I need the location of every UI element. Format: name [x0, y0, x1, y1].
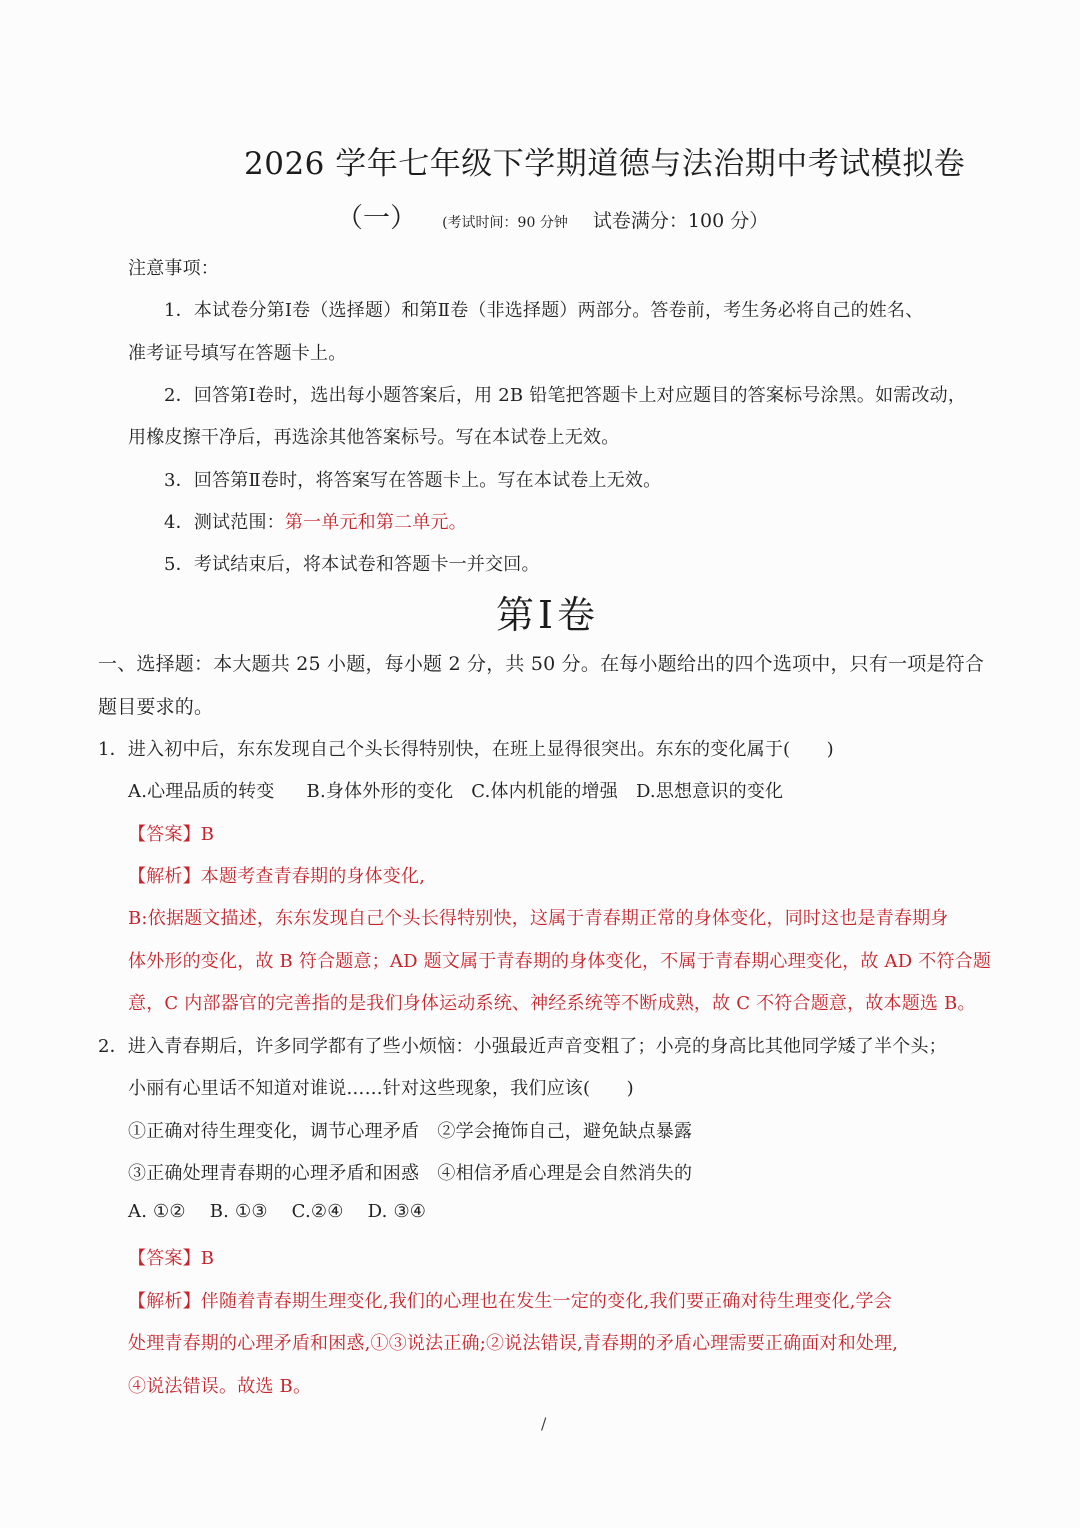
notice-item-5: 5．考试结束后，将本试卷和答题卡一并交回。 [164, 554, 540, 575]
q1-answer: 【答案】B [128, 824, 215, 845]
notice-heading: 注意事项： [128, 258, 219, 279]
paper-number: （一） [336, 203, 417, 234]
q2-option-c: C.②④ [291, 1201, 344, 1222]
notice-item-4 [164, 508, 467, 534]
notice-item-2-cont: 用橡皮擦干净后，再选涂其他答案标号。写在本试卷上无效。 [128, 427, 620, 448]
q2-choices-1: ①正确对待生理变化，调节心理矛盾 ②学会掩饰自己，避免缺点暴露 [128, 1121, 693, 1142]
q1-option-b: B.身体外形的变化 [306, 781, 454, 802]
scope-label: 4．测试范围： [164, 512, 285, 533]
notice-item-2: 2．回答第Ⅰ卷时，选出每小题答案后，用 2B 铅笔把答题卡上对应题目的答案标号涂黑。如需改动， [164, 385, 967, 406]
scope-value: 第一单元和第二单元。 [284, 512, 467, 533]
q1-options [128, 777, 783, 803]
exam-title: 2026 学年七年级下学期道德与法治期中考试模拟卷 [244, 146, 966, 182]
q2-stem-cont: 小丽有心里话不知道对谁说……针对这些现象，我们应该( ) [128, 1078, 634, 1099]
section-heading-cont: 题目要求的。 [98, 696, 214, 718]
q1-analysis-1: B:依据题文描述，东东发现自己个头长得特别快，这属于青春期正常的身体变化，同时这也是青春期身 [128, 908, 949, 929]
q1-option-a: A.心理品质的转变 [128, 781, 275, 802]
q2-choices-2: ③正确处理青春期的心理矛盾和困惑 ④相信矛盾心理是会自然消失的 [128, 1163, 693, 1184]
q2-option-d: D. ③④ [367, 1201, 427, 1222]
q2-analysis-1: 【解析】伴随着青春期生理变化,我们的心理也在发生一定的变化,我们要正确对待生理变化,学会 [128, 1291, 892, 1312]
q1-option-d: D.思想意识的变化 [635, 781, 784, 802]
notice-item-1-cont: 准考证号填写在答题卡上。 [128, 343, 347, 364]
notice-item-1: 1．本试卷分第Ⅰ卷（选择题）和第Ⅱ卷（非选择题）两部分。答卷前，考生务必将自己的姓名、 [164, 300, 924, 321]
q1-stem: 1．进入初中后，东东发现自己个头长得特别快，在班上显得很突出。东东的变化属于( ) [98, 739, 834, 760]
page-footer-mark: / [541, 1414, 547, 1433]
q2-analysis-2: 处理青春期的心理矛盾和困惑,①③说法正确;②说法错误,青春期的矛盾心理需要正确面对和处理, [128, 1333, 899, 1354]
full-score: 试卷满分：100 分） [592, 210, 769, 232]
q2-option-a: A. ①② [128, 1201, 186, 1222]
q2-options [128, 1201, 426, 1222]
exam-subtitle [336, 196, 768, 235]
notice-item-3: 3．回答第Ⅱ卷时，将答案写在答题卡上。写在本试卷上无效。 [164, 470, 662, 491]
q1-analysis-2: 体外形的变化，故 B 符合题意；AD 题文属于青春期的身体变化，不属于青春期心理变化，故 AD 不符合题 [128, 951, 992, 972]
volume-title: 第Ⅰ卷 [496, 593, 600, 637]
q1-option-c: C.体内机能的增强 [471, 781, 618, 802]
exam-time: (考试时间：90 分钟 [442, 215, 568, 231]
q2-answer: 【答案】B [128, 1248, 215, 1269]
q2-analysis-3: ④说法错误。故选 B。 [128, 1376, 312, 1397]
q1-analysis-3: 意，C 内部器官的完善指的是我们身体运动系统、神经系统等不断成熟，故 C 不符合题意，故本题选 B。 [128, 993, 976, 1014]
q1-analysis-label: 【解析】本题考查青春期的身体变化, [128, 866, 426, 887]
section-heading: 一、选择题：本大题共 25 小题，每小题 2 分，共 50 分。在每小题给出的四个选项中，只有一项是符合 [98, 653, 985, 675]
q2-stem: 2．进入青春期后，许多同学都有了些小烦恼：小强最近声音变粗了；小亮的身高比其他同学矮了半个头； [98, 1036, 947, 1057]
q2-option-b: B. ①③ [209, 1201, 268, 1222]
